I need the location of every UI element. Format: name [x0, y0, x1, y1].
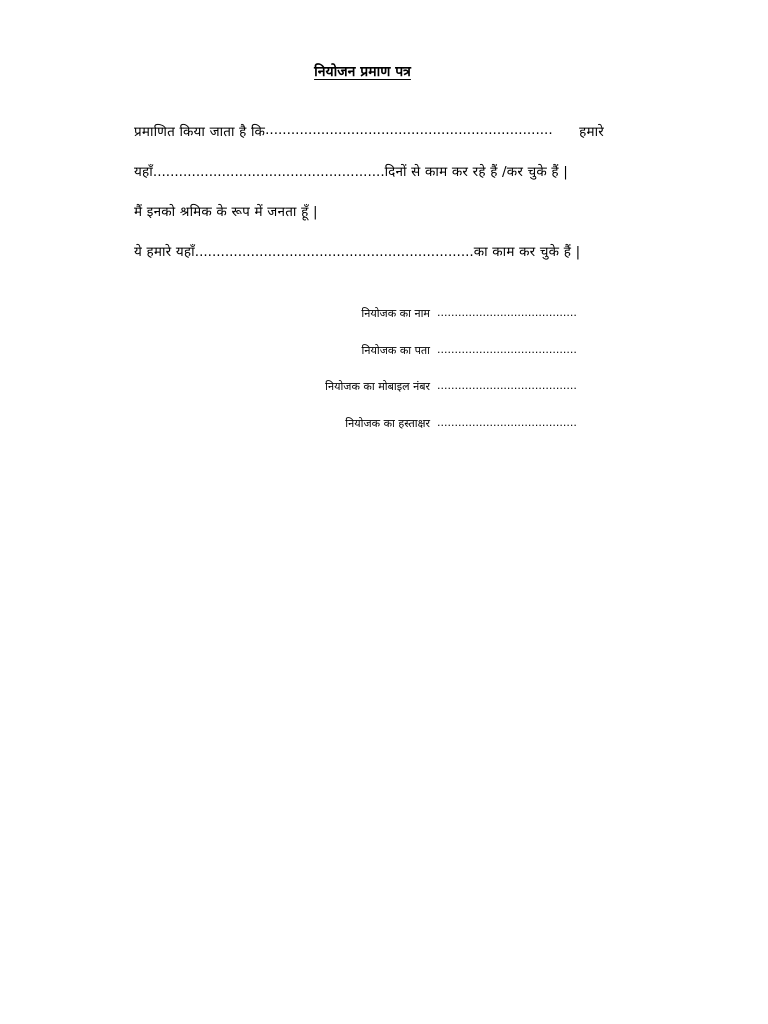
employer-mobile-blank: ........................................: [437, 379, 577, 392]
document-title: नियोजन प्रमाण पत्र: [314, 64, 411, 80]
employer-address-row: [0, 343, 768, 363]
work-type-line: [134, 242, 580, 260]
employer-mobile-row: [0, 379, 768, 399]
employer-address-label: नियोजक का पता: [361, 344, 430, 357]
worker-name-blank: ...................................................................: [265, 122, 553, 138]
employer-signature-blank: ........................................: [437, 416, 577, 429]
employer-name-label: नियोजक का नाम: [361, 307, 430, 320]
work-type-line-prefix: ये हमारे यहाँ: [134, 244, 195, 260]
work-type-line-suffix: का काम कर चुके हैं |: [473, 244, 581, 260]
employer-mobile-label: नियोजक का मोबाइल नंबर: [325, 380, 430, 393]
certification-line-prefix: प्रमाणित किया जाता है कि: [134, 124, 266, 140]
employer-signature-row: [0, 416, 768, 436]
certification-line: [134, 122, 604, 140]
employer-address-blank: ........................................: [437, 343, 577, 356]
employer-name-blank: ........................................: [437, 306, 577, 319]
work-duration-line-suffix: दिनों से काम कर रहे हैं /कर चुके हैं |: [384, 164, 569, 180]
work-duration-line: [134, 162, 568, 180]
work-duration-line-prefix: यहाँ: [134, 164, 153, 180]
certification-line-suffix: हमारे: [579, 124, 604, 140]
work-type-blank: .................................................................: [194, 244, 474, 260]
employer-name-row: [0, 306, 768, 326]
worker-acknowledgement-line: मैं इनको श्रमिक के रूप में जनता हूँ |: [134, 204, 318, 220]
employer-signature-label: नियोजक का हस्ताक्षर: [345, 417, 430, 430]
work-days-blank: ......................................................: [152, 164, 385, 180]
